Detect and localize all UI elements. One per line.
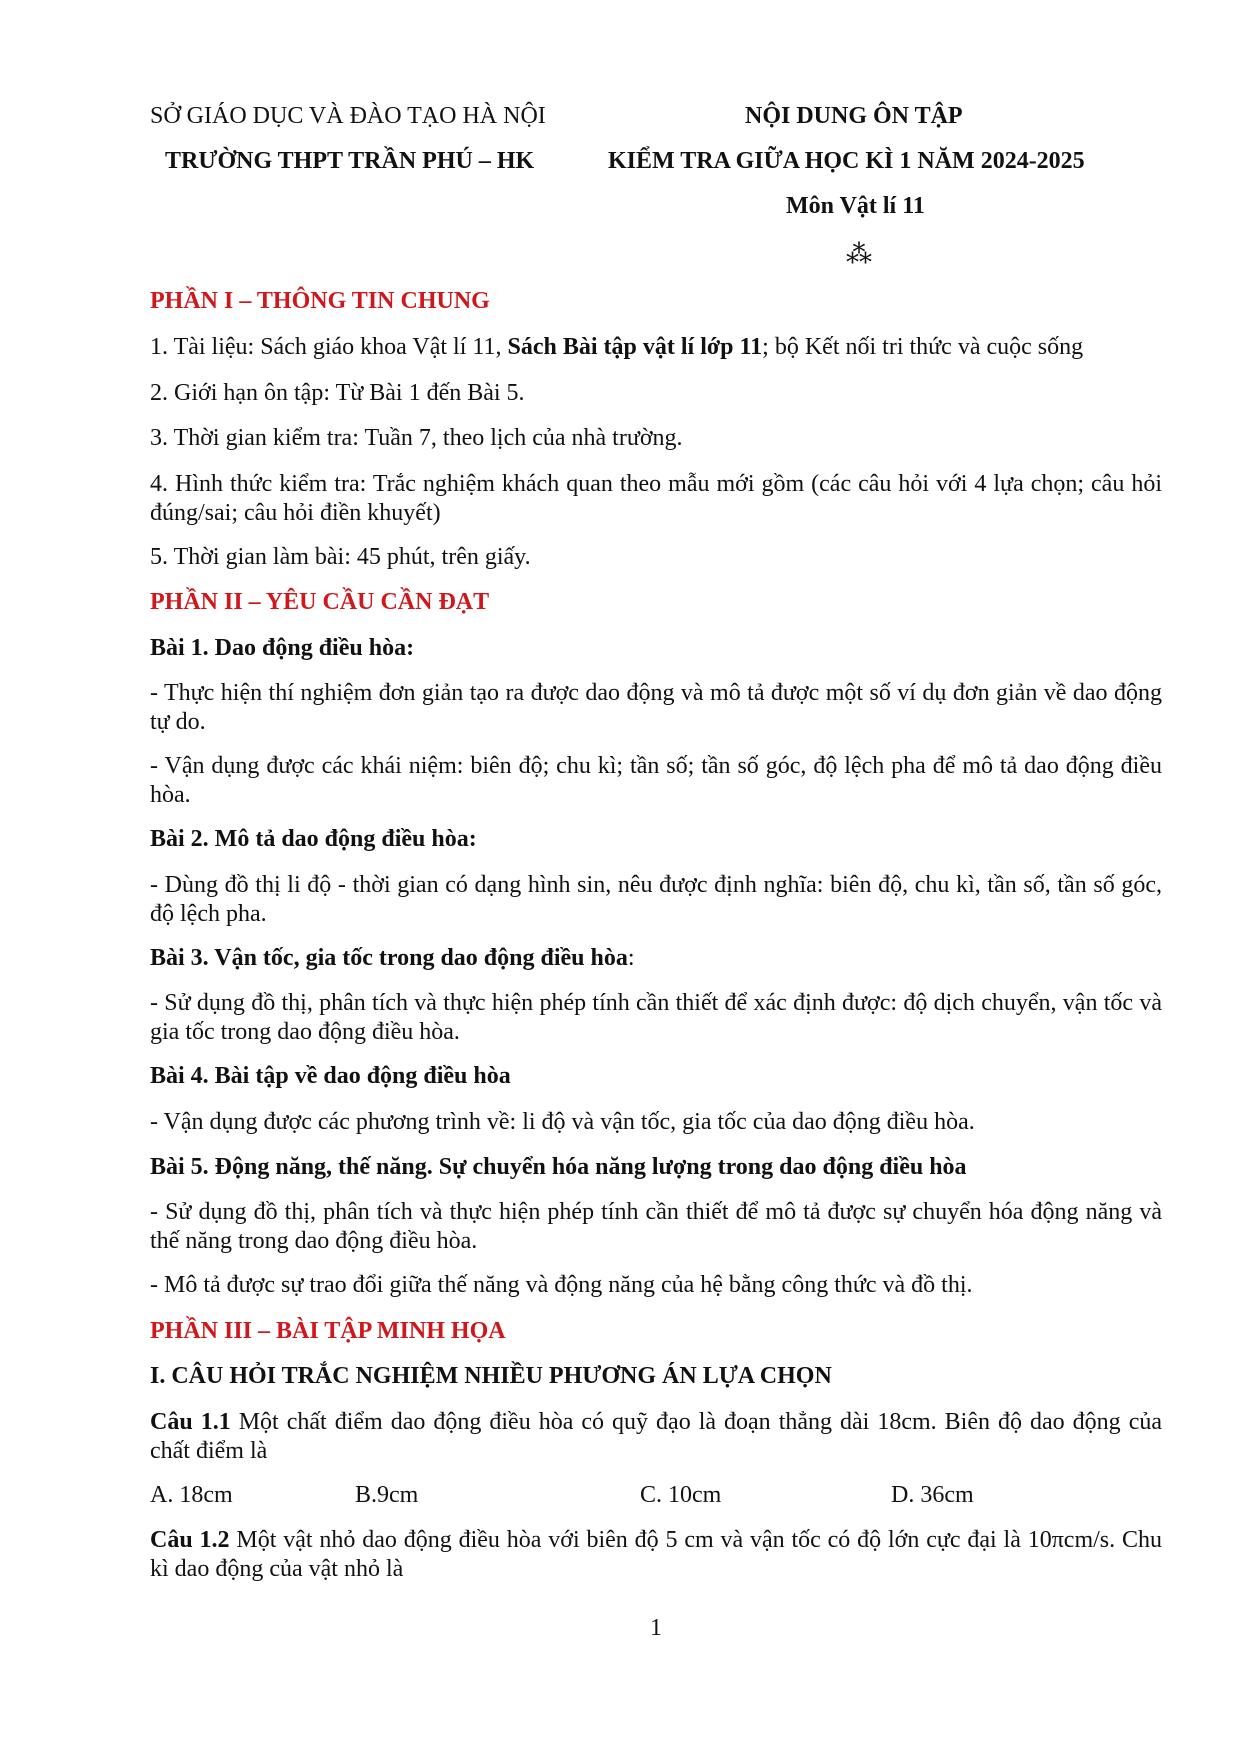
bai4-para1: - Vận dụng được các phương trình về: li độ và vận tốc, gia tốc của dao động điều hòa. [150, 1109, 975, 1135]
part1-item5: 5. Thời gian làm bài: 45 phút, trên giấy. [150, 544, 531, 570]
department-name: SỞ GIÁO DỤC VÀ ĐÀO TẠO HÀ NỘI [150, 103, 546, 129]
question-1-1: Câu 1.1 Một chất điểm dao động điều hòa có quỹ đạo là đoạn thẳng dài 18cm. Biên độ dao động của chất điểm là [150, 1409, 1162, 1464]
exam-title: KIỂM TRA GIỮA HỌC KÌ 1 NĂM 2024-2025 [608, 148, 1085, 174]
part3-heading: PHẦN III – BÀI TẬP MINH HỌA [150, 1318, 506, 1344]
question-1-1-label: Câu 1.1 [150, 1409, 231, 1435]
q11-option-c: C. 10cm [640, 1482, 722, 1508]
bai2-title: Bài 2. Mô tả dao động điều hòa: [150, 826, 477, 852]
bai3-para1: - Sử dụng đồ thị, phân tích và thực hiện phép tính cần thiết để xác định được: độ dịch chuyển, vận tốc và gia tốc trong dao động điều hòa. [150, 990, 1162, 1045]
asterism-ornament: ⁂ [846, 240, 872, 269]
bai1-title: Bài 1. Dao động điều hòa: [150, 635, 415, 661]
part1-item4: 4. Hình thức kiểm tra: Trắc nghiệm khách quan theo mẫu mới gồm (các câu hỏi với 4 lựa chọn; câu hỏi đúng/sai; câu hỏi điền khuyết) [150, 471, 1162, 526]
bai1-para1: - Thực hiện thí nghiệm đơn giản tạo ra được dao động và mô tả được một số ví dụ đơn giản về dao động tự do. [150, 680, 1162, 735]
bai5-para2: - Mô tả được sự trao đổi giữa thế năng và động năng của hệ bằng công thức và đồ thị. [150, 1272, 973, 1298]
bai1-para2: - Vận dụng được các khái niệm: biên độ; chu kì; tần số; tần số góc, độ lệch pha để mô tả dao động điều hòa. [150, 753, 1162, 808]
document-title: NỘI DUNG ÔN TẬP [745, 103, 963, 129]
part1-heading: PHẦN I – THÔNG TIN CHUNG [150, 288, 490, 314]
school-name: TRƯỜNG THPT TRẦN PHÚ – HK [165, 148, 535, 174]
q11-option-a: A. 18cm [150, 1482, 233, 1508]
question-1-2-label: Câu 1.2 [150, 1527, 230, 1553]
part2-heading: PHẦN II – YÊU CẦU CẦN ĐẠT [150, 589, 490, 615]
part1-item3: 3. Thời gian kiểm tra: Tuần 7, theo lịch của nhà trường. [150, 425, 683, 451]
bai4-title: Bài 4. Bài tập về dao động điều hòa [150, 1063, 511, 1089]
bai2-para1: - Dùng đồ thị li độ - thời gian có dạng hình sin, nêu được định nghĩa: biên độ, chu kì, tần số, tần số góc, độ lệch pha. [150, 872, 1162, 927]
page-number: 1 [650, 1615, 662, 1641]
bai3-title: Bài 3. Vận tốc, gia tốc trong dao động điều hòa: [150, 945, 635, 971]
part1-item2: 2. Giới hạn ôn tập: Từ Bài 1 đến Bài 5. [150, 380, 525, 406]
part1-item1: 1. Tài liệu: Sách giáo khoa Vật lí 11, Sách Bài tập vật lí lớp 11; bộ Kết nối tri thức và cuộc sống [150, 334, 1084, 360]
q11-option-b: B.9cm [355, 1482, 419, 1508]
section1-heading: I. CÂU HỎI TRẮC NGHIỆM NHIỀU PHƯƠNG ÁN LỰA CHỌN [150, 1363, 832, 1389]
bai5-title: Bài 5. Động năng, thế năng. Sự chuyển hóa năng lượng trong dao động điều hòa [150, 1154, 967, 1180]
q11-option-d: D. 36cm [891, 1482, 974, 1508]
subject-title: Môn Vật lí 11 [786, 193, 925, 219]
question-1-2: Câu 1.2 Một vật nhỏ dao động điều hòa với biên độ 5 cm và vận tốc có độ lớn cực đại là 10πcm/s. Chu kì dao động của vật nhỏ là [150, 1527, 1162, 1582]
bai5-para1: - Sử dụng đồ thị, phân tích và thực hiện phép tính cần thiết để mô tả được sự chuyển hóa động năng và thế năng trong dao động điều hòa. [150, 1199, 1162, 1254]
